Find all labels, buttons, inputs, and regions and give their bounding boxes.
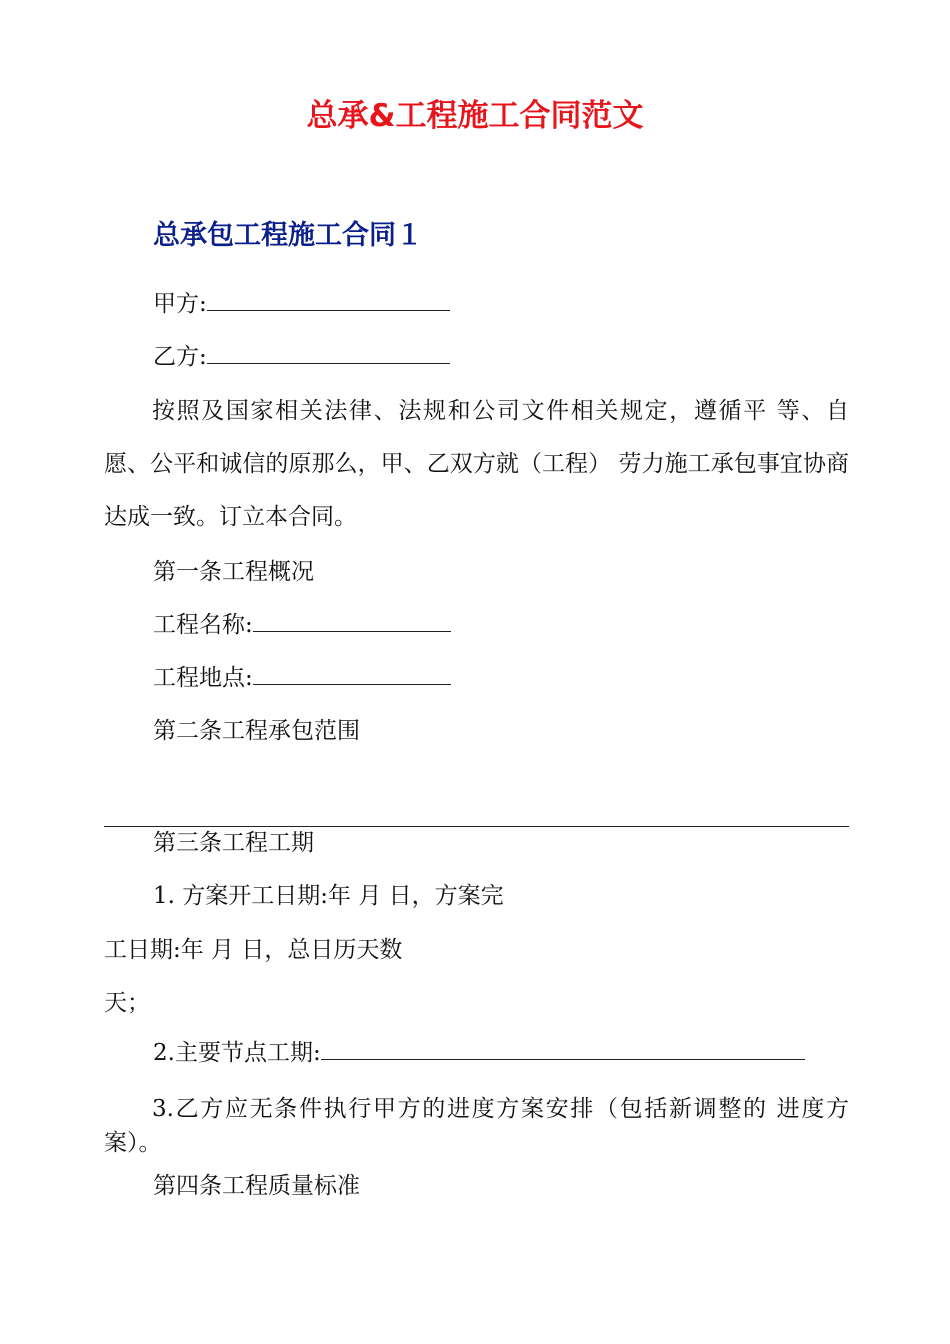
project-location-line [153,665,451,693]
party-a-blank [207,292,450,311]
project-name-label: 工程名称: [153,612,253,638]
project-name-blank [253,613,451,632]
party-a-label: 甲方: [153,291,207,317]
project-name-line [153,612,451,640]
party-a-line [153,291,450,319]
item1-line3: 天； [104,990,150,1016]
item1-line2: 工日期:年 月 日，总日历天数 [104,937,403,963]
article1-title: 第一条工程概况 [153,559,314,585]
item1-line1: 1. 方案开工日期:年 月 日，方案完 [153,883,504,909]
item2-line [153,1040,805,1068]
article2-title: 第二条工程承包范围 [153,718,360,744]
item2-label: 2.主要节点工期: [153,1040,321,1066]
project-location-label: 工程地点: [153,665,253,691]
scope-blank-line [104,826,849,827]
article4-title: 第四条工程质量标准 [153,1173,360,1199]
party-b-label: 乙方: [153,344,207,370]
party-b-line [153,344,450,372]
document-title: 总承&工程施工合同范文 [306,98,644,134]
article3-title: 第三条工程工期 [153,830,314,856]
section-title: 总承包工程施工合同１ [153,220,423,251]
party-b-blank [207,345,450,364]
item3-paragraph: 3.乙方应无条件执行甲方的进度方案安排（包括新调整的 进度方案）。 [104,1096,849,1156]
item2-blank [321,1041,805,1060]
intro-paragraph: 按照及国家相关法律、法规和公司文件相关规定，遵循平 等、自愿、公平和诚信的原那么，甲、乙双方就（工程） 劳力施工承包事宜协商达成一致。订立本合同。 [104,398,849,530]
project-location-blank [253,666,451,685]
